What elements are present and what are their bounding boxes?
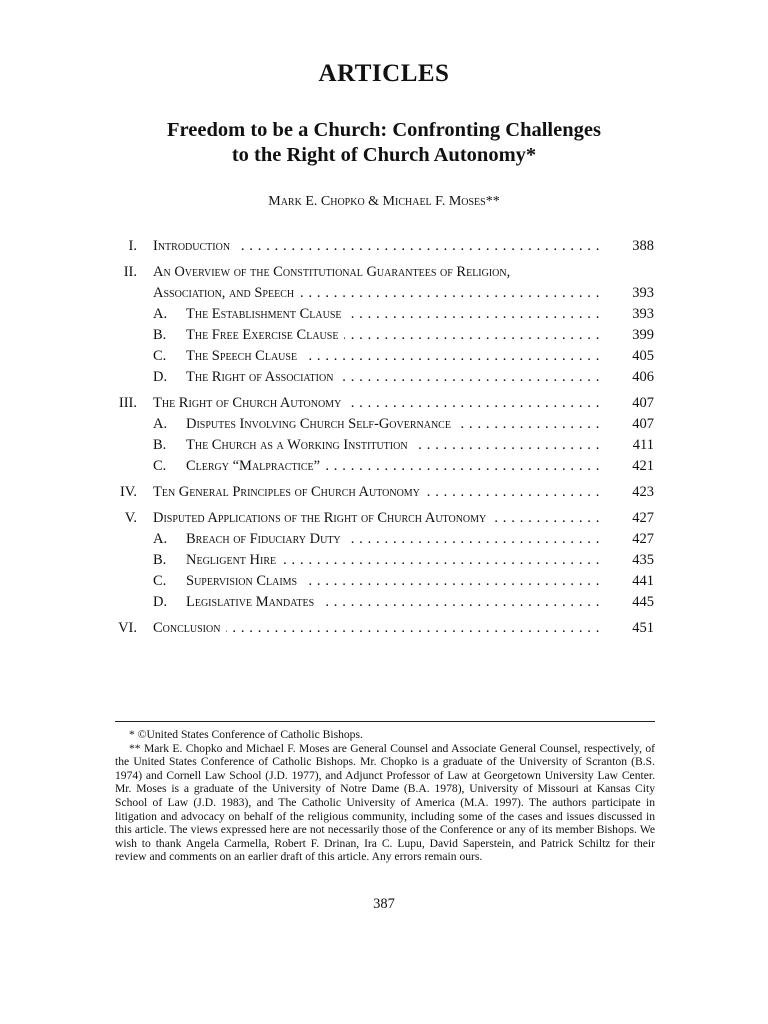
toc-letter: D. — [153, 369, 168, 385]
toc-page-number: 393 — [632, 306, 654, 322]
toc-letter: A. — [153, 531, 168, 547]
toc-page-number: 407 — [632, 416, 654, 432]
toc-title: Conclusion . . . — [153, 618, 600, 639]
toc-letter: C. — [153, 348, 167, 364]
toc-page-number: 421 — [632, 458, 654, 474]
article-title — [0, 118, 768, 168]
toc-page-number: 427 — [632, 510, 654, 526]
toc-title: The Free Exercise Clause . . . — [186, 325, 600, 346]
toc-number: I. — [128, 238, 137, 254]
toc-letter: A. — [153, 416, 168, 432]
toc-entry-i — [0, 236, 768, 257]
toc-page-number: 406 — [632, 369, 654, 385]
toc-entry-ii — [0, 262, 768, 283]
toc-page-number: 441 — [632, 573, 654, 589]
toc-letter: B. — [153, 327, 167, 343]
toc-entry-ii-cont — [0, 283, 768, 304]
toc-page-number: 388 — [632, 238, 654, 254]
toc-page-number: 427 — [632, 531, 654, 547]
toc-page-number: 411 — [632, 437, 654, 453]
toc-title-line-1: An Overview of the Constitutional Guarantees of Religion, — [153, 262, 600, 283]
toc-number: V. — [124, 510, 137, 526]
toc-entry-v — [0, 508, 768, 529]
toc-entry-ii-a — [0, 304, 768, 325]
toc-entry-ii-d — [0, 367, 768, 388]
section-heading: ARTICLES — [318, 60, 450, 87]
toc-title: Negligent Hire . . . — [186, 550, 600, 571]
toc-entry-ii-b — [0, 325, 768, 346]
footnote-author-bio: ** Mark E. Chopko and Michael F. Moses are General Counsel and Associate General Counsel, respectively, of the United States Conference of Catholic Bishops. Mr. Chopko is a graduate of the University of Scranton (B.S. 1974) and Cornell Law School (J.D. 1977), and Adjunct Professor of Law at Georgetown University Law Center. Mr. Moses is a graduate of the University of Notre Dame (B.A. 1978), University of Missouri at Kansas City School of Law (J.D. 1983), and The Catholic University of America (M.A. 1997). The authors participate in litigation and advocacy on behalf of the religious community, including some of the cases and issues discussed in this article. The views expressed here are not necessarily those of the Conference or any of its member Bishops. We wish to thank Angela Carmella, Robert F. Drinan, Ira C. Lupu, David Saperstein, and Patrick Schiltz for their review and comments on an earlier draft of this article. Any errors remain ours. — [115, 741, 655, 864]
toc-title: Disputes Involving Church Self-Governance . . . — [186, 414, 600, 435]
article-title-line-2: to the Right of Church Autonomy* — [231, 144, 537, 166]
toc-number: II. — [123, 264, 137, 280]
toc-title: Introduction . . . — [153, 236, 600, 257]
author-byline: Mark E. Chopko & Michael F. Moses** — [268, 194, 500, 209]
toc-letter: B. — [153, 552, 167, 568]
toc-title: Disputed Applications of the Right of Church Autonomy . . . — [153, 508, 600, 529]
toc-entry-ii-c — [0, 346, 768, 367]
toc-entry-iii-c — [0, 456, 768, 477]
toc-title: Ten General Principles of Church Autonomy . . . — [153, 482, 600, 503]
toc-page-number: 445 — [632, 594, 654, 610]
toc-number: IV. — [119, 484, 137, 500]
toc-entry-v-a — [0, 529, 768, 550]
toc-title: The Church as a Working Institution . . . — [186, 435, 600, 456]
toc-title: Supervision Claims . . . — [186, 571, 600, 592]
toc-entry-vi — [0, 618, 768, 639]
toc-entry-iii-b — [0, 435, 768, 456]
toc-entry-iii — [0, 393, 768, 414]
toc-entry-iii-a — [0, 414, 768, 435]
article-title-line-1: Freedom to be a Church: Confronting Challenges — [167, 119, 601, 141]
toc-title-line-2: Association, and Speech . . . — [153, 283, 600, 304]
table-of-contents — [0, 236, 768, 639]
toc-number: III. — [118, 395, 137, 411]
toc-entry-v-c — [0, 571, 768, 592]
footnotes — [115, 728, 655, 864]
toc-page-number: 405 — [632, 348, 654, 364]
toc-entry-v-b — [0, 550, 768, 571]
toc-title: Breach of Fiduciary Duty . . . — [186, 529, 600, 550]
toc-entry-v-d — [0, 592, 768, 613]
page-number: 387 — [373, 896, 395, 912]
toc-page-number: 399 — [632, 327, 654, 343]
toc-page-number: 435 — [632, 552, 654, 568]
toc-page-number: 423 — [632, 484, 654, 500]
toc-letter: D. — [153, 594, 168, 610]
footnote-copyright: * ©United States Conference of Catholic Bishops. — [129, 728, 363, 741]
toc-letter: C. — [153, 573, 167, 589]
toc-title: The Establishment Clause . . . — [186, 304, 600, 325]
toc-number: VI. — [118, 620, 137, 636]
toc-letter: A. — [153, 306, 168, 322]
toc-title: Clergy “Malpractice” . . . — [186, 456, 600, 477]
toc-page-number: 451 — [632, 620, 654, 636]
toc-page-number: 393 — [632, 285, 654, 301]
toc-entry-iv — [0, 482, 768, 503]
toc-title: The Speech Clause . . . — [186, 346, 600, 367]
toc-page-number: 407 — [632, 395, 654, 411]
toc-title: Legislative Mandates . . . — [186, 592, 600, 613]
toc-letter: B. — [153, 437, 167, 453]
footnote-divider — [115, 721, 655, 722]
toc-title: The Right of Church Autonomy . . . — [153, 393, 600, 414]
toc-letter: C. — [153, 458, 167, 474]
toc-title: The Right of Association . . . — [186, 367, 600, 388]
